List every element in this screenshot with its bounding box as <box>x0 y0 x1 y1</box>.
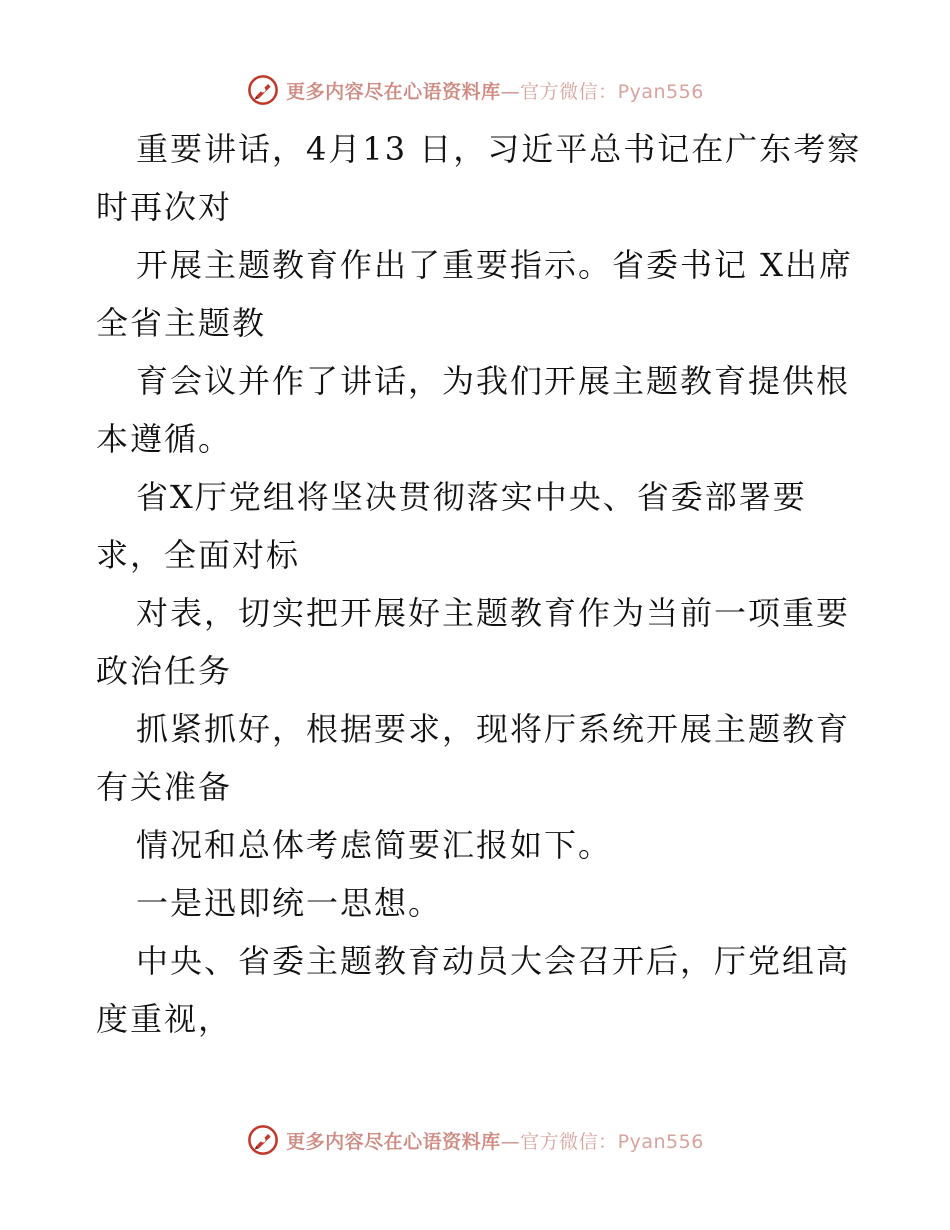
watermark-brand: 更多内容尽在心语资料库 <box>286 1130 501 1153</box>
watermark-text <box>286 77 704 104</box>
paragraph-9: 中央、省委主题教育动员大会召开后，厅党组高度重视， <box>96 942 851 1038</box>
paragraph-5: 对表，切实把开展好主题教育作为当前一项重要政治任务 <box>96 594 851 690</box>
brand-logo-icon <box>246 73 280 107</box>
watermark-separator: — <box>500 1130 521 1153</box>
paragraph-3: 育会议并作了讲话，为我们开展主题教育提供根本遵循。 <box>96 362 851 458</box>
paragraph-8: 一是迅即统一思想。 <box>136 884 443 922</box>
paragraph-4: 省X厅党组将坚决贯彻落实中央、省委部署要求，全面对标 <box>96 478 807 574</box>
paragraph-1: 重要讲话，4月13 日，习近平总书记在广东考察时再次对 <box>96 130 862 226</box>
paragraph-6: 抓紧抓好，根据要求，现将厅系统开展主题教育有关准备 <box>96 710 851 806</box>
page-footer-watermark <box>0 1120 950 1160</box>
watermark-contact: 官方微信：Pyan556 <box>520 1130 704 1153</box>
document-body <box>96 120 866 1048</box>
watermark-text <box>286 1127 704 1154</box>
paragraph-7: 情况和总体考虑简要汇报如下。 <box>136 826 613 864</box>
watermark-separator: — <box>500 80 521 103</box>
watermark-contact: 官方微信：Pyan556 <box>520 80 704 103</box>
page-header-watermark <box>0 70 950 110</box>
paragraph-2: 开展主题教育作出了重要指示。省委书记 X出席全省主题教 <box>96 246 853 342</box>
watermark-brand: 更多内容尽在心语资料库 <box>286 80 501 103</box>
brand-logo-icon <box>246 1123 280 1157</box>
